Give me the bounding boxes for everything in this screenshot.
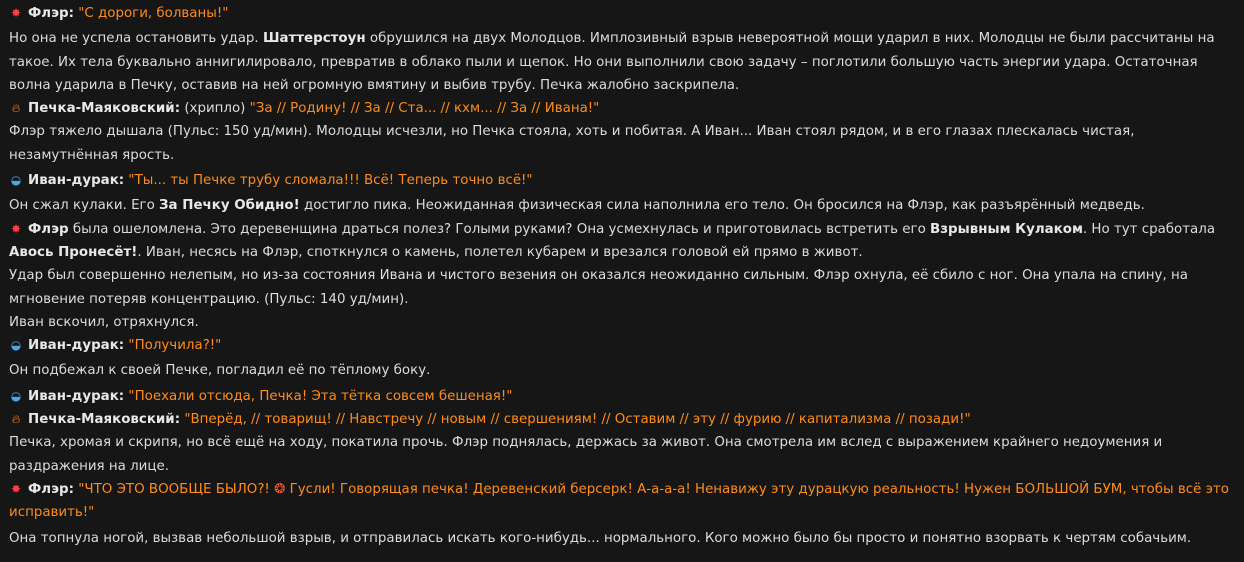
fire-icon: 🔥︎: [11, 412, 21, 427]
pot-icon: ◒: [10, 388, 22, 403]
narration-paragraph: Он сжал кулаки. Его За Печку Обидно! достигло пика. Неожиданная физическая сила наполнила его тело. Он бросился на Флэр, как разъярённый медведь.: [9, 198, 1145, 214]
explosion-icon: ✸: [10, 221, 22, 236]
narration-paragraph: Удар был совершенно нелепым, но из-за состояния Ивана и чистого везения он оказался неожиданно сильным. Флэр охнула, её сбило с ног. Она упала на спину, на мгновение потеряв концентрацию. (Пульс: 140 уд/мин).: [9, 268, 1188, 307]
narration-paragraph: Но она не успела остановить удар. Шаттерстоун обрушился на двух Молодцов. Имплозивный взрыв невероятной мощи ударил в них. Молодцы не были рассчитаны на такое. Их тела буквально аннигилировало, превратив в облако пыли и щепок. Но они выполнили свою задачу – поглотили большую часть энергии удара. Остаточная волна ударила в Печку, оставив на ней огромную вмятину и выбив трубу. Печка жалобно заскрипела.: [9, 31, 1215, 93]
explosion-icon: ✸: [10, 6, 22, 20]
narration-paragraph: ✸ Флэр была ошеломлена. Это деревенщина драться полез? Голыми руками? Она усмехнулась и приготовилась встретить его Взрывным Кулаком. Но тут сработала Авось Пронесёт!. Иван, несясь на Флэр, споткнулся о камень, полетел кубарем и врезался головой ей прямо в живот.: [9, 218, 1236, 265]
speaker-name: Печка-Маяковский: [28, 101, 175, 117]
dialogue-line-fler: ✸ Флэр: "С дороги, болваны!": [9, 2, 1236, 25]
narration-paragraph: Она топнула ногой, вызвав небольшой взрыв, и отправилась искать кого-нибудь... нормального. Кого можно было бы просто и понятно взорвать к чертям собачьим.: [9, 530, 1192, 546]
speaker-name: Иван-дурак: [28, 173, 119, 189]
dialogue-quote: "Вперёд, // товарищ! // Навстречу // новым // свершениям! // Оставим // эту // фурию // капитализма // позади!": [184, 412, 971, 428]
narration-paragraph: Он подбежал к своей Печке, погладил её по тёплому боку.: [9, 363, 431, 379]
speaker-name: Иван-дурак: [28, 338, 119, 354]
dialogue-line-ivan: ◒ Иван-дурак: "Получила?!": [9, 334, 1236, 357]
bold-term: Шаттерстоун: [262, 31, 366, 47]
bold-term: За Печку Обидно!: [159, 198, 300, 214]
mushroom-cloud-icon: ❂: [274, 481, 286, 497]
pot-icon: ◒: [10, 173, 22, 188]
fire-icon: 🔥︎: [11, 101, 21, 116]
speaker-name: Иван-дурак: [28, 388, 119, 404]
narration-paragraph: Печка, хромая и скрипя, но всё ещё на ходу, покатила прочь. Флэр поднялась, держась за живот. Она смотрела им вслед с выражением крайнего недоумения и раздражения на лице.: [9, 435, 1163, 474]
speaker-name: Флэр: [28, 6, 69, 21]
narration-paragraph: Иван вскочил, отряхнулся.: [9, 314, 199, 330]
bold-term: Взрывным Кулаком: [930, 221, 1083, 237]
narration-paragraph: Флэр тяжело дышала (Пульс: 150 уд/мин). Молодцы исчезли, но Печка стояла, хоть и побитая. А Иван... Иван стоял рядом, и в его глазах плескалась чистая, незамутнённая ярость.: [9, 124, 1135, 163]
dialogue-line-fler: ✸ Флэр: "ЧТО ЭТО ВООБЩЕ БЫЛО?! ❂ Гусли! Говорящая печка! Деревенский берсерк! А-а-а-а! Ненавижу эту дурацкую реальность! Нужен БОЛЬШОЙ БУМ, чтобы всё это исправить!": [9, 478, 1236, 525]
dialogue-line-pechka: 🔥︎ Печка-Маяковский: "Вперёд, // товарищ! // Навстречу // новым // свершениям! // Оставим // эту // фурию // капитализма // позади!": [9, 408, 1236, 431]
pot-icon: ◒: [10, 338, 22, 353]
speaker-name: Флэр: [28, 481, 69, 497]
dialogue-line-ivan: ◒ Иван-дурак: "Поехали отсюда, Печка! Эта тётка совсем бешеная!": [9, 385, 1236, 408]
dialogue-quote: "С дороги, болваны!": [78, 6, 229, 21]
bold-term: Авось Пронесёт!: [9, 244, 138, 260]
dialogue-quote: "Получила?!": [128, 338, 222, 354]
dialogue-quote: "Поехали отсюда, Печка! Эта тётка совсем бешеная!": [128, 388, 513, 404]
speaker-name: Флэр: [28, 221, 69, 237]
stage-direction: (хрипло): [184, 101, 246, 117]
speaker-name: Печка-Маяковский: [28, 412, 175, 428]
dialogue-quote: "ЧТО ЭТО ВООБЩЕ БЫЛО?! ❂ Гусли! Говорящая печка! Деревенский берсерк! А-а-а-а! Ненавижу эту дурацкую реальность! Нужен БОЛЬШОЙ БУМ, чтобы всё это исправить!": [9, 481, 1229, 521]
dialogue-line-ivan: ◒ Иван-дурак: "Ты... ты Печке трубу сломала!!! Всё! Теперь точно всё!": [9, 169, 1236, 192]
dialogue-quote: "За // Родину! // За // Ста... // кхм... // За // Ивана!": [249, 101, 600, 117]
explosion-icon: ✸: [10, 481, 22, 496]
dialogue-line-pechka: 🔥︎ Печка-Маяковский: (хрипло) "За // Родину! // За // Ста... // кхм... // За // Ивана!": [9, 97, 1236, 120]
dialogue-quote: "Ты... ты Печке трубу сломала!!! Всё! Теперь точно всё!": [128, 173, 533, 189]
